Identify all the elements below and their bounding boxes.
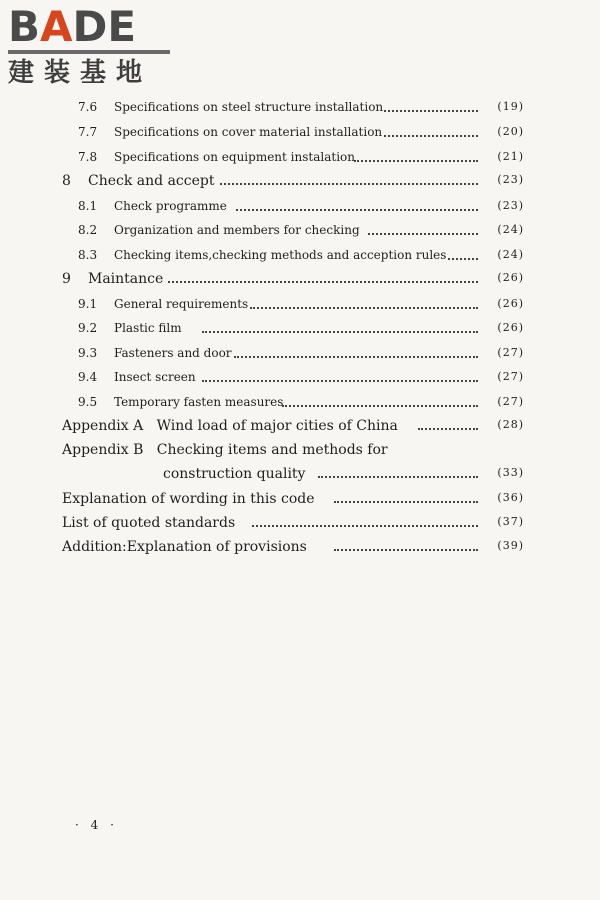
toc-entry-page: (24) (497, 248, 524, 261)
toc-entry-title: Check and accept (88, 173, 215, 189)
toc-entry-title: Fasteners and door (114, 346, 232, 360)
toc-entry-number: 9.1 (78, 297, 98, 311)
logo-chinese-text: 建装基地 (8, 58, 153, 88)
toc-entry-page: (27) (497, 395, 524, 408)
toc-entry-page: (27) (497, 370, 524, 383)
logo-wordmark: BADE (8, 2, 137, 51)
dot-leader (252, 515, 478, 527)
toc-entry-title: Insect screen (114, 370, 196, 384)
toc-entry-title: List of quoted standards (62, 515, 236, 531)
dot-leader (384, 100, 478, 112)
toc-entry-page: (28) (497, 418, 524, 431)
dot-leader (368, 223, 478, 235)
dot-leader (318, 466, 478, 478)
toc-entry-page: (37) (497, 515, 524, 528)
publisher-logo (8, 2, 178, 88)
toc-entry-page: (23) (497, 173, 524, 186)
toc-entry-title: Specifications on steel structure installation (114, 100, 384, 114)
toc-entry-9-5[interactable] (0, 395, 600, 417)
toc-entry-page: (26) (497, 297, 524, 310)
toc-entry-title: Appendix B Checking items and methods for (62, 442, 388, 458)
toc-entry-8-3[interactable] (0, 248, 600, 270)
toc-entry-number: 8.3 (78, 248, 98, 262)
toc-entry-page: (33) (497, 466, 524, 479)
toc-entry-number: 9.3 (78, 346, 98, 360)
dot-leader (282, 395, 478, 407)
toc-entry-9[interactable] (0, 271, 600, 293)
toc-entry-appendix-b-continued[interactable] (0, 466, 600, 488)
toc-entry-8[interactable] (0, 173, 600, 195)
toc-entry-number: 8.1 (78, 199, 98, 213)
toc-entry-title: Plastic film (114, 321, 182, 335)
toc-entry-title: Checking items,checking methods and acception rules (114, 248, 447, 262)
toc-entry-8-1[interactable] (0, 199, 600, 221)
dot-leader (334, 539, 478, 551)
toc-entry-number: 8 (62, 173, 71, 189)
dot-leader (168, 271, 478, 283)
dot-leader (418, 418, 478, 430)
toc-entry-page: (20) (497, 125, 524, 138)
dot-leader (334, 491, 478, 503)
toc-entry-7-7[interactable] (0, 125, 600, 147)
toc-entry-appendix-b[interactable] (0, 442, 600, 464)
toc-entry-number: 8.2 (78, 223, 98, 237)
toc-entry-number: 7.7 (78, 125, 98, 139)
toc-entry-addition[interactable] (0, 539, 600, 561)
toc-entry-page: (39) (497, 539, 524, 552)
toc-entry-title: construction quality (163, 466, 306, 482)
toc-entry-9-3[interactable] (0, 346, 600, 368)
toc-entry-title: Organization and members for checking (114, 223, 360, 237)
toc-entry-quoted-standards[interactable] (0, 515, 600, 537)
toc-entry-page: (23) (497, 199, 524, 212)
dot-leader (250, 297, 478, 309)
toc-entry-page: (26) (497, 321, 524, 334)
toc-entry-page: (19) (497, 100, 524, 113)
toc-entry-title: Check programme (114, 199, 227, 213)
toc-entry-number: 7.6 (78, 100, 98, 114)
toc-entry-8-2[interactable] (0, 223, 600, 245)
toc-entry-title: General requirements (114, 297, 249, 311)
page-number: · 4 · (75, 818, 118, 832)
toc-entry-title: Temporary fasten measures (114, 395, 284, 409)
toc-entry-7-6[interactable] (0, 100, 600, 122)
dot-leader (384, 125, 478, 137)
toc-entry-9-1[interactable] (0, 297, 600, 319)
toc-entry-title: Explanation of wording in this code (62, 491, 315, 507)
toc-entry-number: 7.8 (78, 150, 98, 164)
dot-leader (202, 370, 478, 382)
dot-leader (448, 248, 478, 260)
dot-leader (220, 173, 478, 185)
toc-entry-number: 9.2 (78, 321, 98, 335)
dot-leader (234, 346, 478, 358)
toc-entry-number: 9 (62, 271, 71, 287)
toc-entry-page: (26) (497, 271, 524, 284)
toc-entry-appendix-a[interactable] (0, 418, 600, 440)
toc-entry-number: 9.4 (78, 370, 98, 384)
toc-entry-page: (24) (497, 223, 524, 236)
dot-leader (236, 199, 478, 211)
dot-leader (202, 321, 478, 333)
toc-entry-title: Specifications on equipment instalation (114, 150, 355, 164)
toc-entry-9-4[interactable] (0, 370, 600, 392)
toc-entry-number: 9.5 (78, 395, 98, 409)
toc-entry-page: (36) (497, 491, 524, 504)
toc-entry-7-8[interactable] (0, 150, 600, 172)
dot-leader (354, 150, 478, 162)
toc-entry-title: Addition:Explanation of provisions (62, 539, 307, 555)
toc-entry-title: Specifications on cover material installation (114, 125, 383, 139)
toc-entry-title: Appendix A Wind load of major cities of China (62, 418, 398, 434)
toc-entry-title: Maintance (88, 271, 164, 287)
toc-entry-wording[interactable] (0, 491, 600, 513)
toc-entry-9-2[interactable] (0, 321, 600, 343)
toc-entry-page: (21) (497, 150, 524, 163)
toc-entry-page: (27) (497, 346, 524, 359)
